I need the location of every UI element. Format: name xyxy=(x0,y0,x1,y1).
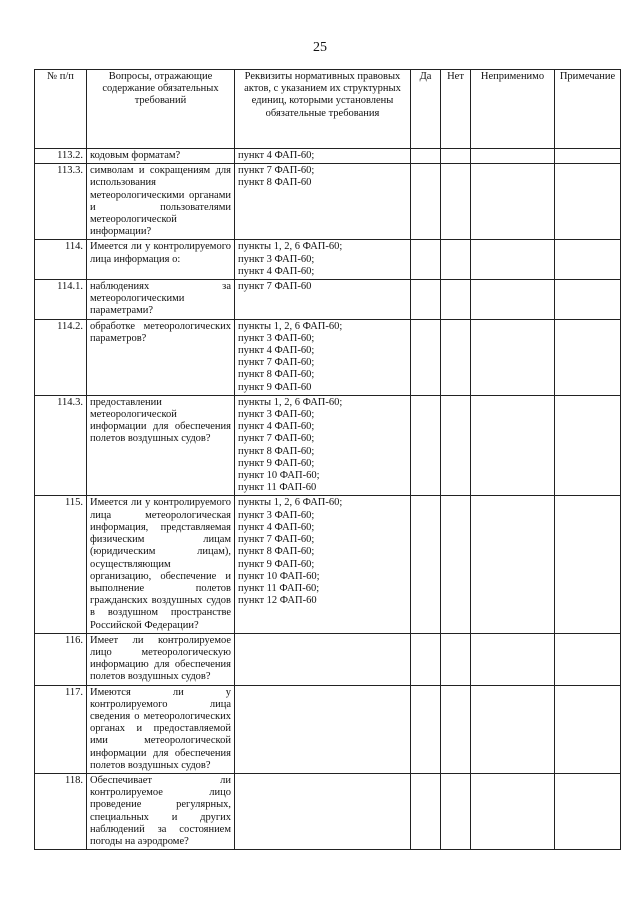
answer-no-cell[interactable] xyxy=(441,280,471,320)
header-no: Нет xyxy=(441,70,471,149)
requisite-line: пункт 7 ФАП-60; xyxy=(238,357,315,369)
header-not-applicable: Неприменимо xyxy=(471,70,555,149)
answer-yes-cell[interactable] xyxy=(411,773,441,849)
requisite-line: пункты 1, 2, 6 ФАП-60; xyxy=(238,497,343,509)
header-note: Примечание xyxy=(555,70,621,149)
note-cell[interactable] xyxy=(555,149,621,164)
answer-not-applicable-cell[interactable] xyxy=(471,319,555,395)
table-row xyxy=(35,773,621,849)
answer-no-cell[interactable] xyxy=(441,240,471,280)
row-requisites xyxy=(235,280,411,320)
requisite-line: пункт 8 ФАП-60 xyxy=(238,177,312,189)
requisite-line: пункт 10 ФАП-60; xyxy=(238,470,320,482)
answer-yes-cell[interactable] xyxy=(411,319,441,395)
row-number: 114.2. xyxy=(35,319,87,395)
answer-not-applicable-cell[interactable] xyxy=(471,240,555,280)
note-cell[interactable] xyxy=(555,240,621,280)
table-row xyxy=(35,496,621,633)
answer-not-applicable-cell[interactable] xyxy=(471,280,555,320)
row-number: 113.2. xyxy=(35,149,87,164)
answer-yes-cell[interactable] xyxy=(411,240,441,280)
answer-not-applicable-cell[interactable] xyxy=(471,395,555,496)
answer-yes-cell[interactable] xyxy=(411,395,441,496)
row-requisites xyxy=(235,633,411,685)
note-cell[interactable] xyxy=(555,164,621,240)
answer-not-applicable-cell[interactable] xyxy=(471,164,555,240)
header-num: № п/п xyxy=(35,70,87,149)
note-cell[interactable] xyxy=(555,773,621,849)
requisite-line: пункт 4 ФАП-60; xyxy=(238,150,315,161)
requisite-line: пункт 9 ФАП-60 xyxy=(238,381,312,393)
requisite-line: пункт 7 ФАП-60; xyxy=(238,433,315,445)
requisite-line: пункт 7 ФАП-60 xyxy=(238,281,312,293)
answer-yes-cell[interactable] xyxy=(411,280,441,320)
row-requisites xyxy=(235,685,411,773)
requisite-line: пункт 4 ФАП-60; xyxy=(238,345,315,357)
page-number: 25 xyxy=(313,40,327,55)
row-question: Имеет ли контролируемое лицо метеорологическую информацию для обеспечения полетов воздушных судов? xyxy=(87,633,235,685)
row-requisites xyxy=(235,773,411,849)
table-row xyxy=(35,164,621,240)
answer-yes-cell[interactable] xyxy=(411,149,441,164)
row-number: 114.1. xyxy=(35,280,87,320)
row-requisites xyxy=(235,149,411,164)
answer-not-applicable-cell[interactable] xyxy=(471,496,555,633)
table-row xyxy=(35,149,621,164)
requisite-line: пункт 11 ФАП-60 xyxy=(238,482,317,494)
table-row xyxy=(35,395,621,496)
answer-yes-cell[interactable] xyxy=(411,496,441,633)
answer-no-cell[interactable] xyxy=(441,149,471,164)
requisite-line: пункты 1, 2, 6 ФАП-60; xyxy=(238,320,343,332)
note-cell[interactable] xyxy=(555,319,621,395)
row-requisites xyxy=(235,496,411,633)
row-number: 113.3. xyxy=(35,164,87,240)
header-requisites: Реквизиты нормативных правовых актов, с указанием их структурных единиц, которыми установлены обязательные требования xyxy=(235,70,411,149)
row-number: 117. xyxy=(35,685,87,773)
requisite-line: пункт 12 ФАП-60 xyxy=(238,595,317,607)
answer-no-cell[interactable] xyxy=(441,773,471,849)
row-question: Имеется ли у контролируемого лица информация о: xyxy=(87,240,235,280)
row-number: 116. xyxy=(35,633,87,685)
row-question: обработке метеорологических параметров? xyxy=(87,319,235,395)
answer-yes-cell[interactable] xyxy=(411,633,441,685)
requisite-line: пункт 3 ФАП-60; xyxy=(238,253,315,265)
answer-no-cell[interactable] xyxy=(441,633,471,685)
requisite-line: пункт 8 ФАП-60; xyxy=(238,445,315,457)
requisite-line: пункт 7 ФАП-60; xyxy=(238,165,315,177)
answer-no-cell[interactable] xyxy=(441,164,471,240)
row-requisites xyxy=(235,319,411,395)
checklist-table xyxy=(34,69,621,850)
table-row xyxy=(35,319,621,395)
answer-not-applicable-cell[interactable] xyxy=(471,773,555,849)
table-row xyxy=(35,685,621,773)
row-question: предоставлении метеорологической информации для обеспечения полетов воздушных судов? xyxy=(87,395,235,496)
answer-no-cell[interactable] xyxy=(441,496,471,633)
requisite-line: пункт 8 ФАП-60; xyxy=(238,369,315,381)
requisite-line: пункт 9 ФАП-60; xyxy=(238,558,315,570)
requisite-line: пункт 3 ФАП-60; xyxy=(238,332,315,344)
requisite-line: пункт 8 ФАП-60; xyxy=(238,546,315,558)
requisite-line: пункт 7 ФАП-60; xyxy=(238,534,315,546)
row-question: наблюдениях за метеорологическими параметрами? xyxy=(87,280,235,320)
answer-not-applicable-cell[interactable] xyxy=(471,149,555,164)
row-question: символам и сокращениям для использования метеорологическими органами и пользователями метеорологической информации? xyxy=(87,164,235,240)
note-cell[interactable] xyxy=(555,633,621,685)
requisite-line: пункты 1, 2, 6 ФАП-60; xyxy=(238,396,343,408)
row-requisites xyxy=(235,240,411,280)
table-row xyxy=(35,633,621,685)
header-yes: Да xyxy=(411,70,441,149)
requisite-line: пункт 4 ФАП-60; xyxy=(238,421,315,433)
row-question: Обеспечивает ли контролируемое лицо проведение регулярных, специальных и других наблюдений за состоянием погоды на аэродроме? xyxy=(87,773,235,849)
answer-yes-cell[interactable] xyxy=(411,685,441,773)
row-number: 114. xyxy=(35,240,87,280)
row-requisites xyxy=(235,164,411,240)
table-row xyxy=(35,240,621,280)
requisite-line: пункт 4 ФАП-60; xyxy=(238,521,315,533)
requisite-line: пункт 3 ФАП-60; xyxy=(238,509,315,521)
answer-not-applicable-cell[interactable] xyxy=(471,633,555,685)
answer-no-cell[interactable] xyxy=(441,685,471,773)
requisite-line: пункты 1, 2, 6 ФАП-60; xyxy=(238,241,343,253)
table-row xyxy=(35,280,621,320)
requisite-line: пункт 3 ФАП-60; xyxy=(238,409,315,421)
requisite-line: пункт 10 ФАП-60; xyxy=(238,570,320,582)
note-cell[interactable] xyxy=(555,496,621,633)
answer-not-applicable-cell[interactable] xyxy=(471,685,555,773)
note-cell[interactable] xyxy=(555,685,621,773)
requisite-line: пункт 11 ФАП-60; xyxy=(238,582,320,594)
note-cell[interactable] xyxy=(555,280,621,320)
table-header-row xyxy=(35,70,621,149)
row-question: кодовым форматам? xyxy=(87,149,235,164)
requisite-line: пункт 4 ФАП-60; xyxy=(238,265,315,277)
table-body xyxy=(35,149,621,850)
answer-yes-cell[interactable] xyxy=(411,164,441,240)
answer-no-cell[interactable] xyxy=(441,319,471,395)
requisite-line: пункт 9 ФАП-60; xyxy=(238,457,315,469)
answer-no-cell[interactable] xyxy=(441,395,471,496)
row-number: 115. xyxy=(35,496,87,633)
row-number: 118. xyxy=(35,773,87,849)
header-questions: Вопросы, отражающие содержание обязательных требований xyxy=(87,70,235,149)
row-question: Имеются ли у контролируемого лица сведения о метеорологических органах и предоставляемой ими метеорологической информации для обеспечения полетов воздушных судов? xyxy=(87,685,235,773)
row-question: Имеется ли у контролируемого лица метеорологическая информация, представляемая физическим лицам (юридическим лицам), осуществляющим организацию, обеспечение и выполнение полетов гражданских воздушных судов в воздушном пространстве Российской Федерации? xyxy=(87,496,235,633)
row-number: 114.3. xyxy=(35,395,87,496)
row-requisites xyxy=(235,395,411,496)
note-cell[interactable] xyxy=(555,395,621,496)
